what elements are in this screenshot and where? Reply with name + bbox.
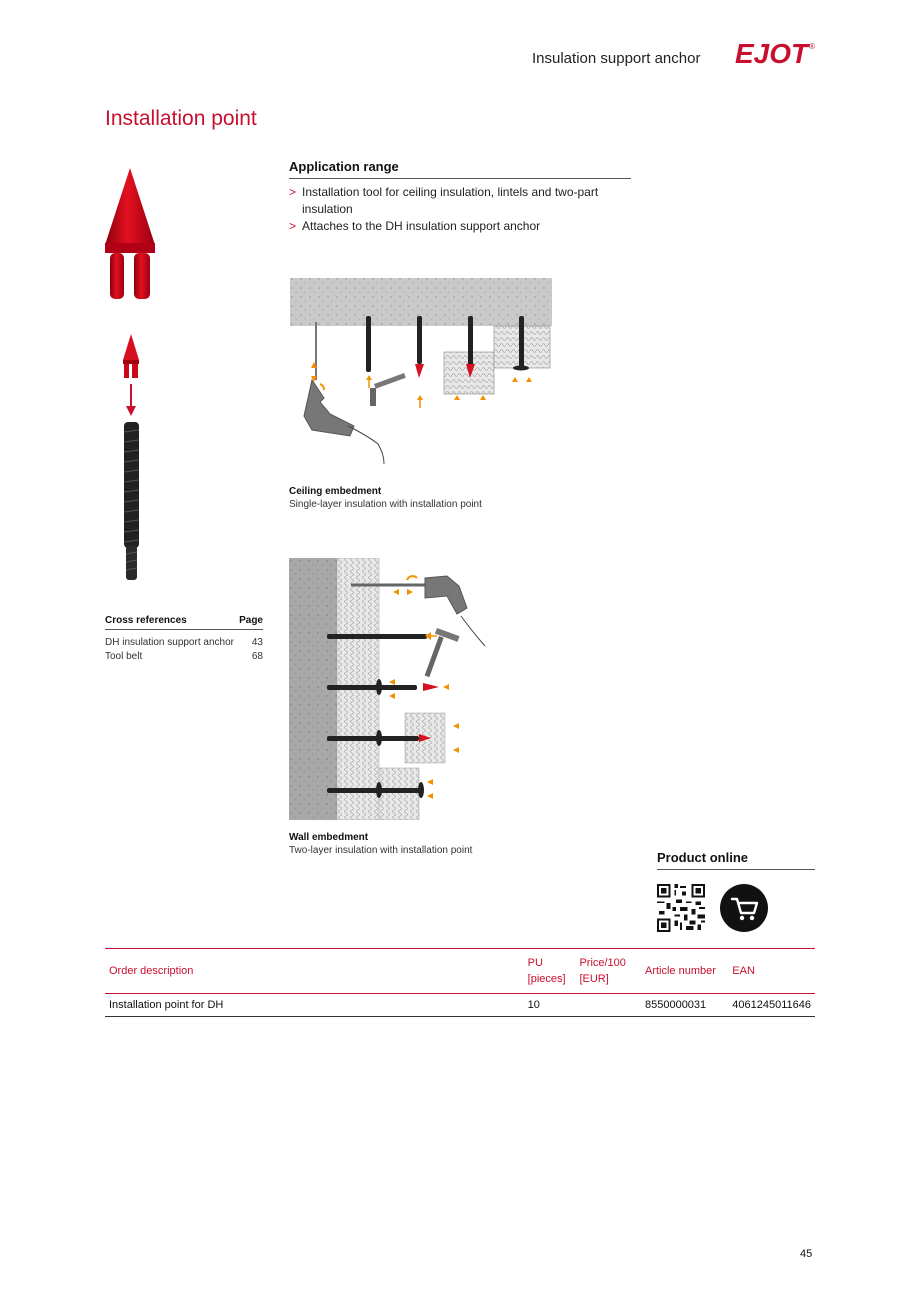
cross-reference-page: 68 xyxy=(251,651,263,662)
list-item xyxy=(289,184,629,218)
ejot-logo xyxy=(735,38,817,68)
page-heading: Page xyxy=(239,615,263,626)
table-row xyxy=(105,994,815,1017)
ceiling-caption xyxy=(289,486,549,510)
ceiling-caption-title: Ceiling embedment xyxy=(289,486,382,497)
ceiling-caption-subtitle: Single-layer insulation with installation point xyxy=(289,499,482,510)
cell-order-description: Installation point for DH xyxy=(105,994,524,1017)
cross-reference-row[interactable] xyxy=(105,650,263,664)
page-number: 45 xyxy=(800,1248,813,1260)
col-ean: EAN xyxy=(728,949,815,994)
ceiling-embedment-illustration xyxy=(290,276,552,470)
list-item xyxy=(289,218,629,235)
wall-caption xyxy=(289,832,549,856)
brand-mark: ® xyxy=(809,42,815,51)
order-table xyxy=(105,948,815,1017)
bullet-marker: > xyxy=(289,185,297,199)
cross-references xyxy=(105,615,263,664)
cross-reference-row[interactable] xyxy=(105,636,263,650)
col-price: Price/100 [EUR] xyxy=(575,949,641,994)
product-online-heading: Product online xyxy=(657,850,815,870)
shopping-cart-icon xyxy=(720,884,768,932)
bullet-text: Attaches to the DH insulation support anchor xyxy=(302,219,541,233)
cell-article-number: 8550000031 xyxy=(641,994,728,1017)
bullet-marker: > xyxy=(289,219,297,233)
col-article-number: Article number xyxy=(641,949,728,994)
col-pu: PU [pieces] xyxy=(524,949,576,994)
application-range-list xyxy=(289,184,629,235)
bullet-text: Installation tool for ceiling insulation, lintels and two-part insulation xyxy=(302,185,599,216)
cell-price xyxy=(575,994,641,1017)
wall-caption-title: Wall embedment xyxy=(289,832,369,843)
cell-ean: 4061245011646 xyxy=(728,994,815,1017)
order-table-header-row xyxy=(105,949,815,994)
cross-reference-label: DH insulation support anchor xyxy=(105,637,234,648)
qr-code-icon[interactable] xyxy=(657,884,705,932)
shopping-cart-button[interactable] xyxy=(720,884,768,932)
wall-embedment-illustration xyxy=(289,558,489,820)
installation-point-image xyxy=(100,165,170,305)
wall-caption-subtitle: Two-layer insulation with installation point xyxy=(289,845,473,856)
brand-text: EJOT xyxy=(735,38,809,68)
cross-references-header xyxy=(105,615,263,630)
page-title: Installation point xyxy=(105,107,257,130)
cross-reference-label: Tool belt xyxy=(105,651,143,662)
application-range-heading: Application range xyxy=(289,159,631,179)
cross-reference-page: 43 xyxy=(251,637,263,648)
header-section-title: Insulation support anchor xyxy=(532,50,701,67)
cell-pu: 10 xyxy=(524,994,576,1017)
col-order-description: Order description xyxy=(105,949,524,994)
point-with-anchor-image xyxy=(118,332,148,584)
cross-references-heading: Cross references xyxy=(105,615,187,626)
